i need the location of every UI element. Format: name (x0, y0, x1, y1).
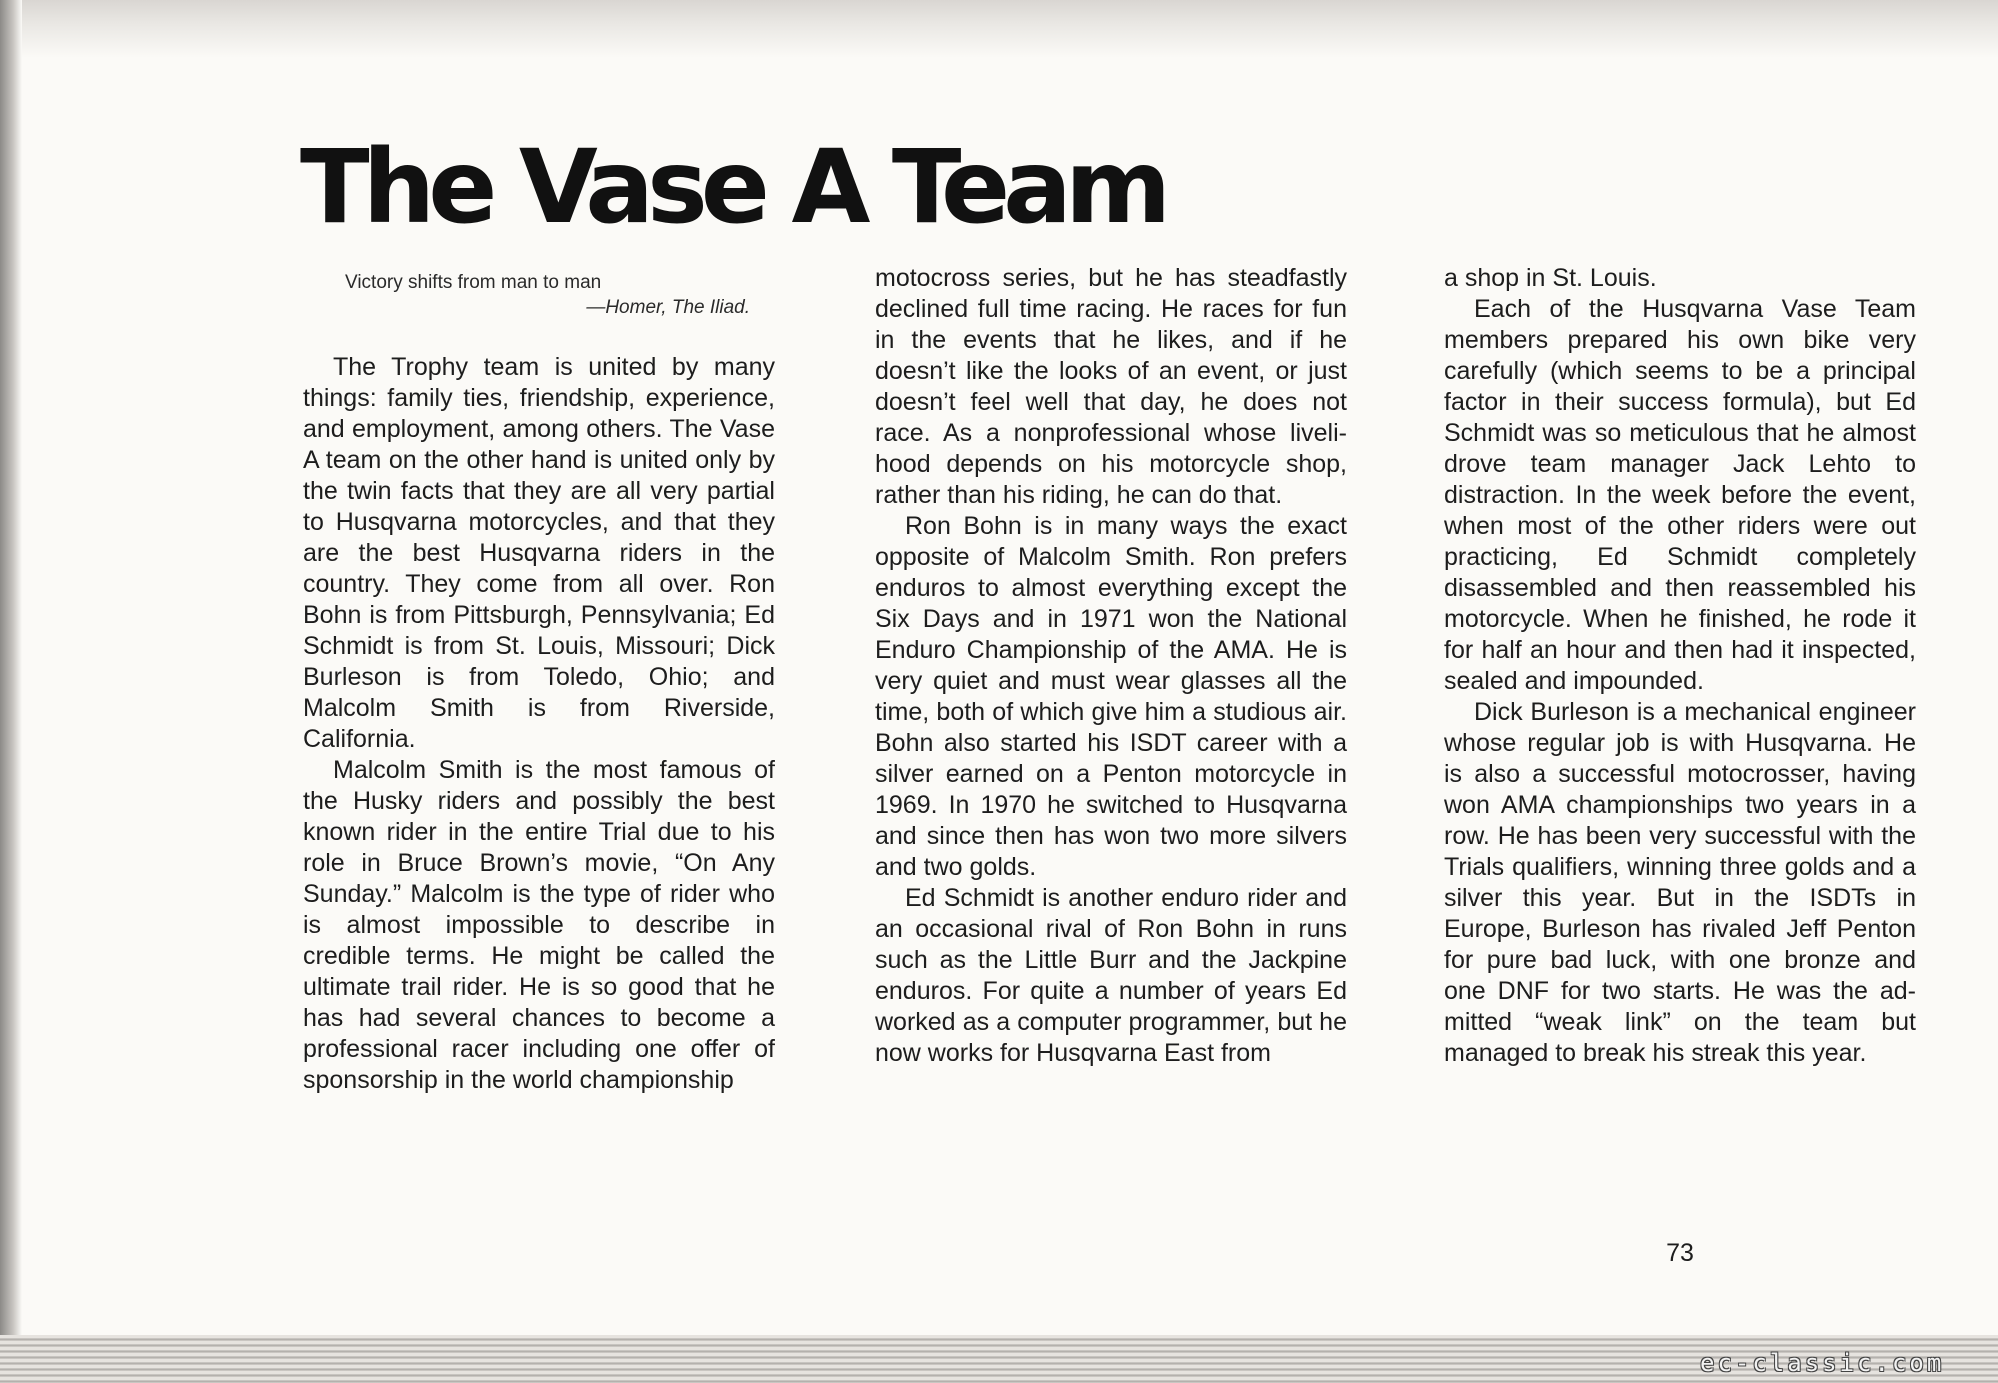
text-column-1 (303, 352, 775, 1096)
paragraph: Malcolm Smith is the most famous of the Husky riders and possibly the best known rider in the entire Trial due to his role in Bruce Brown’s movie, “On Any Sunday.” Malcolm is the type of rider who is almost impossible to describe in credible terms. He might be called the ultimate trail rider. He is so good that he has had several chances to become a professional racer including one offer of sponsorship in the world championship (303, 756, 775, 1094)
paragraph: a shop in St. Louis. (1444, 264, 1657, 292)
paragraph: Each of the Husqvarna Vase Team members prepared his own bike very carefully (which seems to be a principal factor in their success formula), but Ed Schmidt was so meticulous that he almost drove team manager Jack Lehto to distraction. In the week before the event, when most of the other riders were out practicing, Ed Schmidt completely disassembled and then reassembled his motorcycle. When he finished, he rode it for half an hour and then had it inspected, sealed and impounded. (1444, 295, 1916, 695)
page-number: 73 (1666, 1239, 1694, 1267)
page-top-shadow (0, 0, 1998, 58)
epigraph-attribution: —Homer, The Iliad. (586, 297, 750, 318)
paragraph: Dick Burleson is a mechanical engineer whose regular job is with Husqvarna. He is also a successful motocrosser, having won AMA championships two years in a row. He has been very successful with the Trials qualifiers, winning three golds and a silver this year. But in the ISDTs in Europe, Burleson has rivaled Jeff Penton for pure bad luck, with one bronze and one DNF for two starts. He was the admitted “weak link” on the team but managed to break his streak this year. (1444, 698, 1916, 1067)
watermark: ec-classic.com (1700, 1349, 1945, 1377)
text-column-3 (1444, 263, 1916, 1069)
article-title: The Vase A Team (300, 128, 1165, 247)
paragraph: motocross series, but he has steadfastly declined full time racing. He races for fun in the events that he likes, and if he doesn’t like the looks of an event, or just doesn’t feel well that day, he does not race. As a nonprofessional whose livelihood depends on his motorcycle shop, rather than his riding, he can do that. (875, 264, 1347, 509)
paragraph: Ed Schmidt is another enduro rider and an occasional rival of Ron Bohn in runs such as the Little Burr and the Jackpine enduros. For quite a number of years Ed worked as a computer programmer, but he now works for Husqvarna East from (875, 884, 1347, 1067)
page-spine-shadow (0, 0, 22, 1383)
page-stack-edge (0, 1335, 1998, 1383)
epigraph-quote: Victory shifts from man to man (345, 272, 602, 293)
paragraph: Ron Bohn is in many ways the exact opposite of Malcolm Smith. Ron prefers enduros to almost everything except the Six Days and in 1971 won the National Enduro Championship of the AMA. He is very quiet and must wear glasses all the time, both of which give him a studious air. Bohn also started his ISDT career with a silver earned on a Penton motorcycle in 1969. In 1970 he switched to Husqvarna and since then has won two more silvers and two golds. (875, 512, 1347, 881)
text-column-2 (875, 263, 1347, 1069)
epigraph (345, 270, 750, 320)
paragraph: The Trophy team is united by many things: family ties, friendship, experience, and employment, among others. The Vase A team on the other hand is united only by the twin facts that they are all very partial to Husqvarna motorcycles, and that they are the best Husqvarna riders in the country. They come from all over. Ron Bohn is from Pittsburgh, Pennsylvania; Ed Schmidt is from St. Louis, Missouri; Dick Burleson is from Toledo, Ohio; and Malcolm Smith is from Riverside, California. (303, 353, 775, 753)
